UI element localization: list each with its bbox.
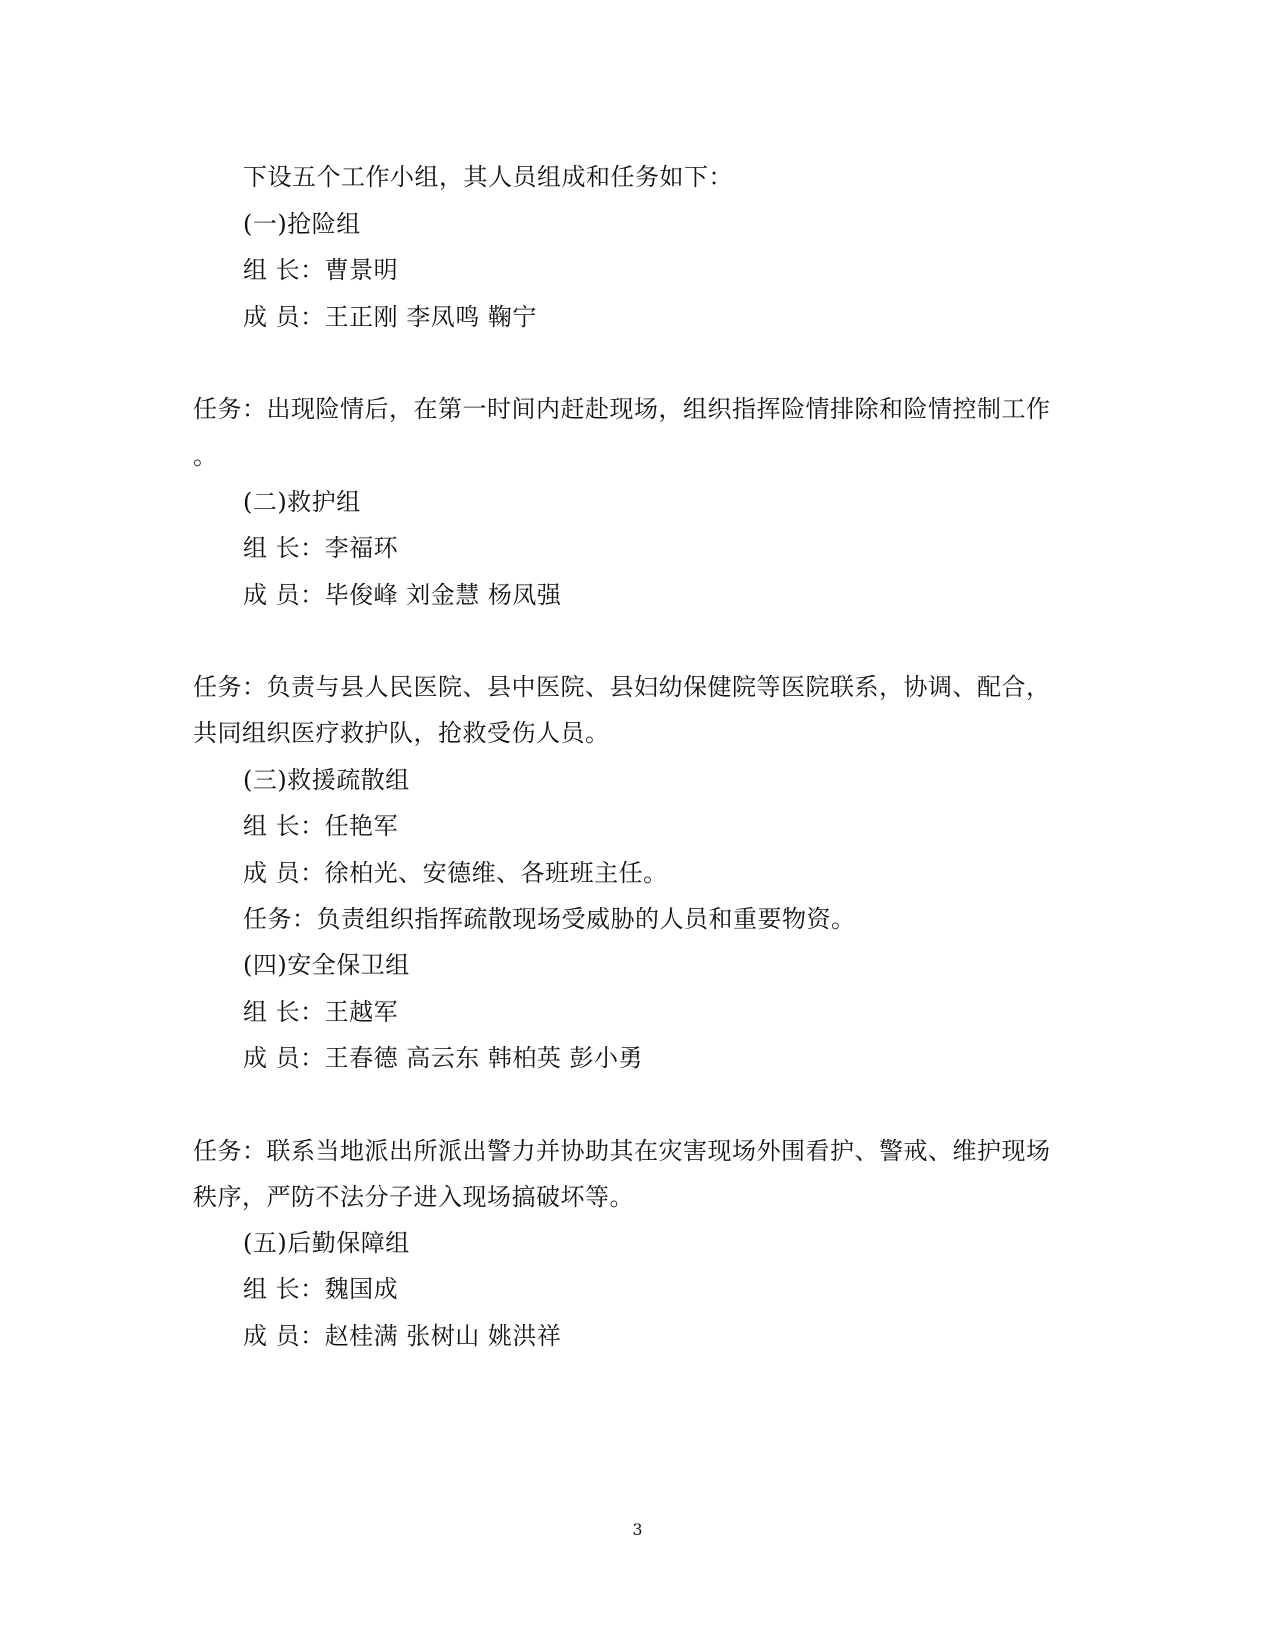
- group-2-members: 成 员：毕俊峰 刘金慧 杨凤强: [243, 581, 562, 609]
- group-3-members: 成 员：徐柏光、安德维、各班班主任。: [243, 859, 668, 887]
- group-1-task-line-2: 。: [193, 442, 218, 470]
- group-4-members: 成 员：王春德 高云东 韩柏英 彭小勇: [243, 1044, 644, 1072]
- group-5-title: (五)后勤保障组: [243, 1229, 410, 1257]
- group-4-task-line-2: 秩序，严防不法分子进入现场搞破坏等。: [193, 1183, 634, 1211]
- group-4-task-line-1: 任务：联系当地派出所派出警力并协助其在灾害现场外围看护、警戒、维护现场: [193, 1137, 1051, 1165]
- group-3-task-line-1: 任务：负责组织指挥疏散现场受威胁的人员和重要物资。: [243, 905, 856, 933]
- group-3-leader: 组 长：任艳军: [243, 812, 399, 840]
- page-number: 3: [632, 1520, 643, 1539]
- group-1-members: 成 员：王正刚 李凤鸣 鞠宁: [243, 303, 537, 331]
- group-2-task-line-2: 共同组织医疗救护队，抢救受伤人员。: [193, 719, 610, 747]
- group-4-title: (四)安全保卫组: [243, 951, 410, 979]
- group-3-title: (三)救援疏散组: [243, 766, 410, 794]
- intro-text: 下设五个工作小组，其人员组成和任务如下：: [243, 163, 733, 191]
- group-2-leader: 组 长：李福环: [243, 534, 399, 562]
- group-1-task-line-1: 任务：出现险情后，在第一时间内赶赴现场，组织指挥险情排除和险情控制工作: [193, 395, 1051, 423]
- group-1-leader: 组 长：曹景明: [243, 256, 399, 284]
- group-2-title: (二)救护组: [243, 488, 361, 516]
- group-5-leader: 组 长：魏国成: [243, 1275, 399, 1303]
- group-1-title: (一)抢险组: [243, 210, 361, 238]
- group-5-members: 成 员：赵桂满 张树山 姚洪祥: [243, 1322, 562, 1350]
- group-2-task-line-1: 任务：负责与县人民医院、县中医院、县妇幼保健院等医院联系，协调、配合，: [193, 673, 1051, 701]
- group-4-leader: 组 长：王越军: [243, 998, 399, 1026]
